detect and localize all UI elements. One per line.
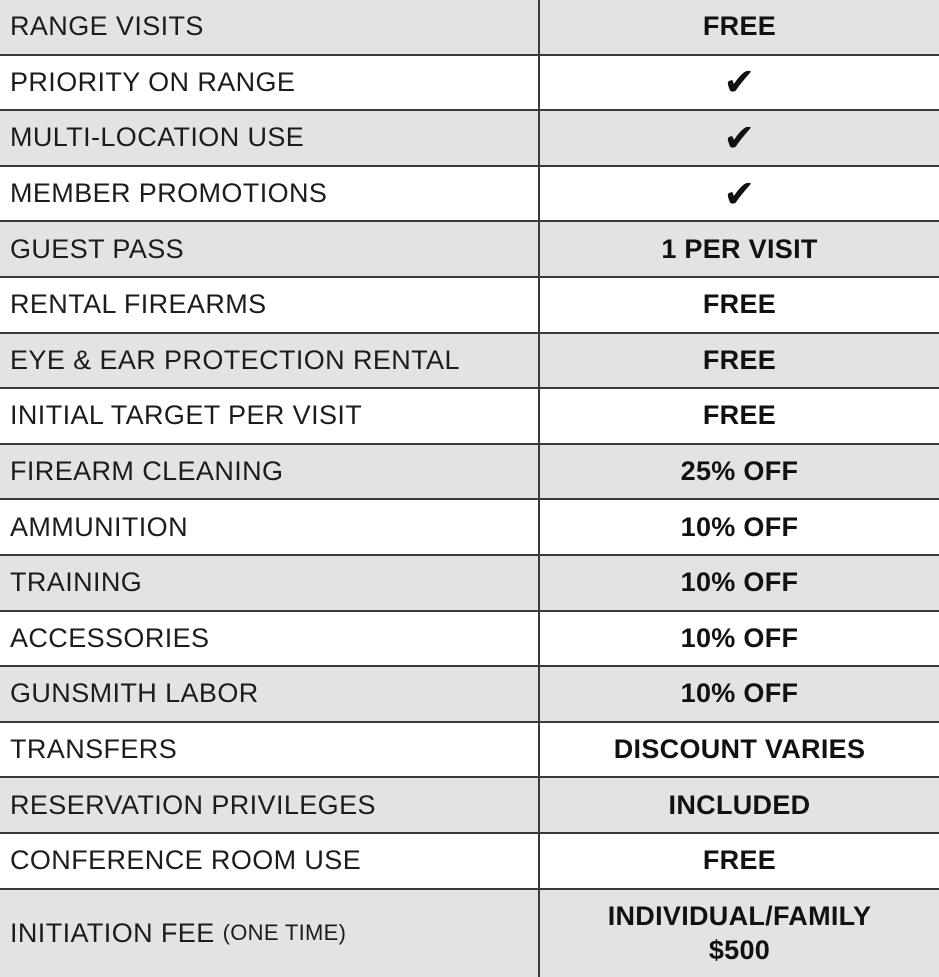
table-row xyxy=(0,723,939,779)
feature-label: TRAINING xyxy=(0,556,540,610)
feature-label: RANGE VISITS xyxy=(0,0,540,54)
table-row xyxy=(0,278,939,334)
benefit-value: FREE xyxy=(702,344,777,375)
table-row xyxy=(0,0,939,56)
feature-label: RENTAL FIREARMS xyxy=(0,278,540,332)
table-row xyxy=(0,389,939,445)
benefit-value: 10% OFF xyxy=(680,567,799,598)
table-row xyxy=(0,56,939,112)
benefit-value xyxy=(540,56,939,110)
benefit-value: 10% OFF xyxy=(680,511,799,542)
table-row xyxy=(0,778,939,834)
benefit-value: INCLUDED xyxy=(668,789,811,820)
benefit-value xyxy=(540,167,939,221)
feature-note: (ONE TIME) xyxy=(222,920,347,945)
checkmark-icon: ✔ xyxy=(723,171,756,216)
feature-label: AMMUNITION xyxy=(0,500,540,554)
feature-label: PRIORITY ON RANGE xyxy=(0,56,540,110)
benefit-value: FREE xyxy=(702,289,777,320)
benefit-value: FREE xyxy=(702,400,777,431)
benefit-value: 10% OFF xyxy=(680,622,799,653)
feature-label-text: INITIATION FEE xyxy=(10,917,215,948)
feature-label: CONFERENCE ROOM USE xyxy=(0,834,540,888)
benefit-value: 10% OFF xyxy=(680,678,799,709)
table-row xyxy=(0,222,939,278)
feature-label: INITIAL TARGET PER VISIT xyxy=(0,389,540,443)
benefit-value: DISCOUNT VARIES xyxy=(613,734,866,765)
checkmark-icon: ✔ xyxy=(723,60,756,105)
value-line-1: INDIVIDUAL/FAMILY xyxy=(607,901,872,931)
benefit-value: 1 PER VISIT xyxy=(661,233,818,264)
feature-label: FIREARM CLEANING xyxy=(0,445,540,499)
table-row xyxy=(0,167,939,223)
feature-label: TRANSFERS xyxy=(0,723,540,777)
benefit-value xyxy=(540,890,939,977)
feature-label: MEMBER PROMOTIONS xyxy=(0,167,540,221)
feature-label: EYE & EAR PROTECTION RENTAL xyxy=(0,334,540,388)
table-row xyxy=(0,556,939,612)
table-row-initiation-fee xyxy=(0,890,939,977)
feature-label: GUEST PASS xyxy=(0,222,540,276)
feature-label: MULTI-LOCATION USE xyxy=(0,111,540,165)
feature-label: GUNSMITH LABOR xyxy=(0,667,540,721)
feature-label xyxy=(0,890,540,977)
benefit-value xyxy=(540,111,939,165)
checkmark-icon: ✔ xyxy=(723,115,756,160)
benefit-value: 25% OFF xyxy=(680,456,799,487)
table-row xyxy=(0,667,939,723)
feature-label: ACCESSORIES xyxy=(0,612,540,666)
table-row xyxy=(0,334,939,390)
feature-label: RESERVATION PRIVILEGES xyxy=(0,778,540,832)
table-row xyxy=(0,445,939,501)
benefit-value: FREE xyxy=(702,11,777,42)
value-line-2: $500 xyxy=(708,935,771,965)
table-row xyxy=(0,500,939,556)
table-row xyxy=(0,111,939,167)
table-row xyxy=(0,612,939,668)
table-row xyxy=(0,834,939,890)
benefit-value: FREE xyxy=(702,845,777,876)
